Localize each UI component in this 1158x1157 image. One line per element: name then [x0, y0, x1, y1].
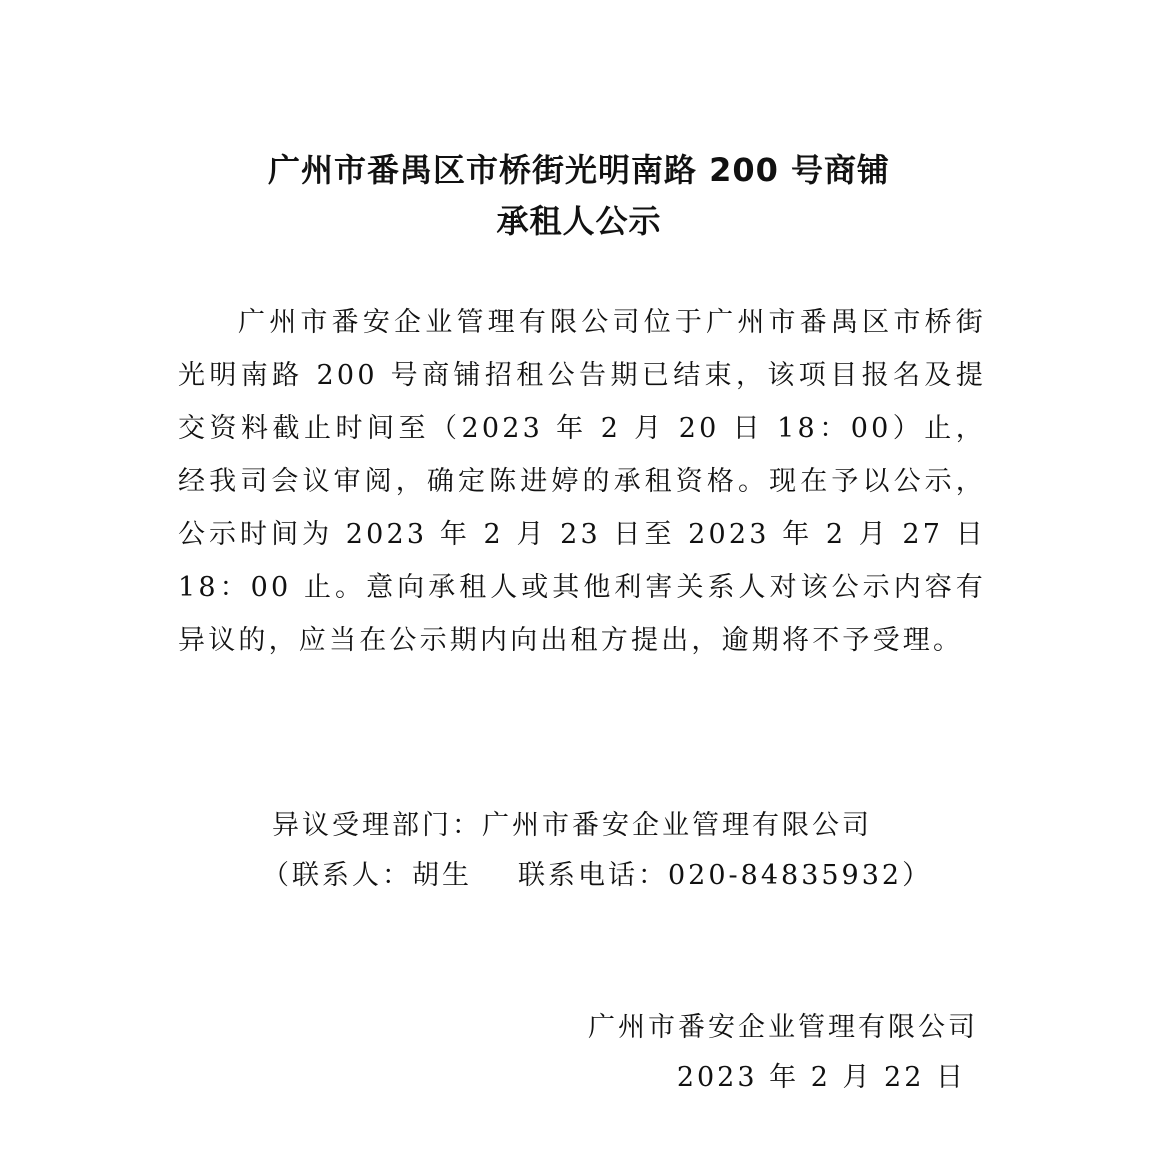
- document-title-line-2: 承租人公示: [496, 202, 662, 240]
- signature-date: 2023 年 2 月 22 日: [676, 1062, 966, 1093]
- signature-company: 广州市番安企业管理有限公司: [588, 1012, 978, 1043]
- contact-person: （联系人：胡生: [262, 860, 472, 891]
- contact-phone: 联系电话：020-84835932）: [518, 860, 933, 891]
- document-title-line-1: 广州市番禺区市桥街光明南路 200 号商铺: [267, 151, 891, 189]
- announcement-paragraph: 广州市番安企业管理有限公司位于广州市番禺区市桥街光明南路 200 号商铺招租公告期已结束，该项目报名及提交资料截止时间至（2023 年 2 月 20 日 18：00）止，经我司会议审阅，确定陈进婷的承租资格。现在予以公示，公示时间为 2023 年 2 月 23 日至 2023 年 2 月 27 日 18：00 止。意向承租人或其他利害关系人对该公示内容有异议的，应当在公示期内向出租方提出，逾期将不予受理。: [178, 307, 986, 656]
- contact-line: [262, 856, 932, 896]
- announcement-body: [178, 296, 986, 667]
- objection-department: 异议受理部门：广州市番安企业管理有限公司: [272, 810, 872, 841]
